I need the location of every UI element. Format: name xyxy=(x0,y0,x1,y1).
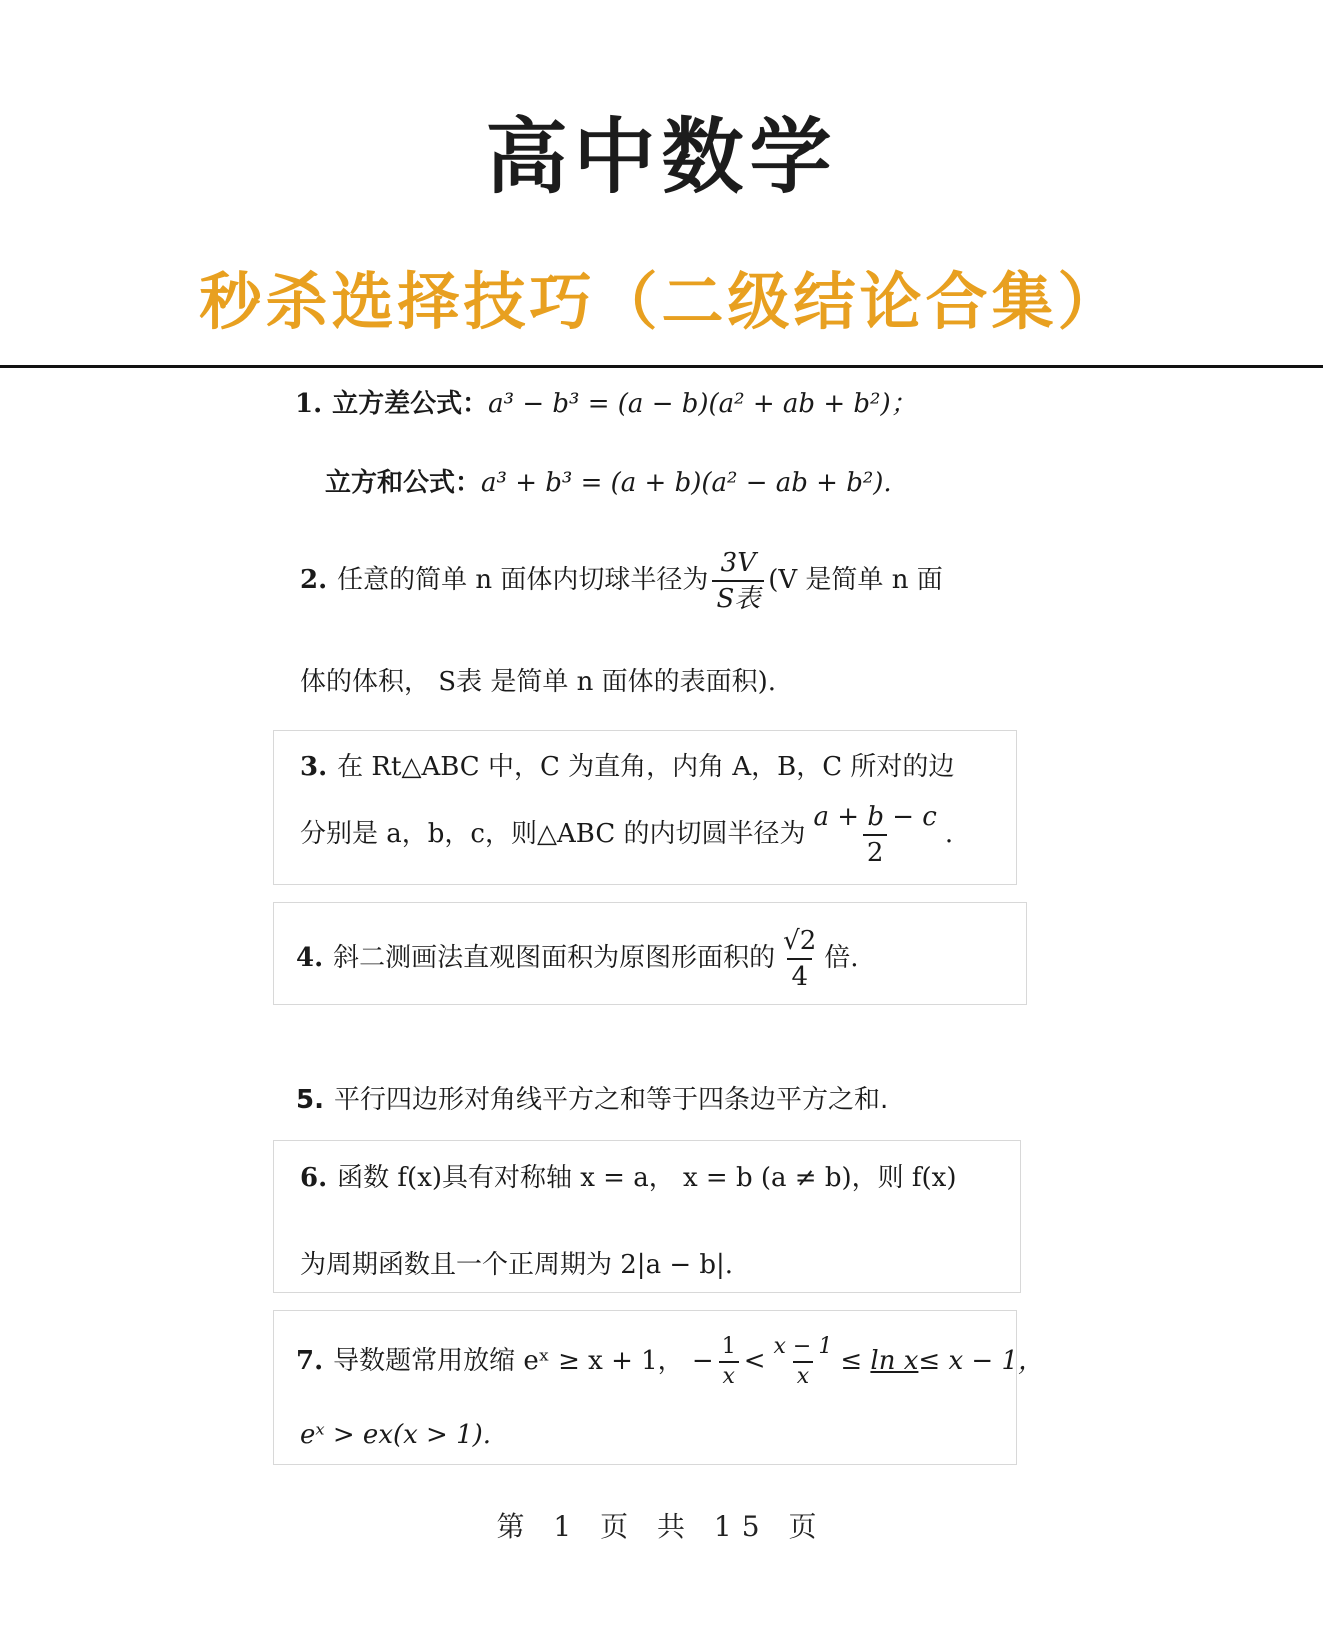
item-7-frac-1-top: 1 xyxy=(721,1334,736,1359)
item-7-frac-2-bottom: x xyxy=(793,1361,813,1389)
item-4-frac-top: √2 xyxy=(783,926,817,956)
item-3-number: 3. xyxy=(300,752,328,782)
item-7-frac-1-bottom: x xyxy=(719,1361,739,1389)
item-2-text-1: 任意的简单 n 面体内切球半径为 xyxy=(337,565,709,595)
item-7-fraction-1 xyxy=(718,1335,740,1389)
document-subtitle: 秒杀选择技巧（二级结论合集） xyxy=(199,265,1124,338)
item-3-frac-top: a + b − c xyxy=(813,802,937,832)
item-4-number: 4. xyxy=(296,943,324,973)
item-4-frac-bottom: 4 xyxy=(787,958,812,992)
item-3-tail: . xyxy=(944,819,954,849)
item-2-fraction xyxy=(712,548,764,614)
item-2-line-2 xyxy=(300,662,776,702)
item-7-frac-2-top: x − 1 xyxy=(773,1334,833,1359)
item-4-text: 斜二测画法直观图面积为原图形面积的 xyxy=(333,943,776,973)
item-6-text-1: 函数 f(x)具有对称轴 x = a， x = b (a ≠ b)，则 f(x) xyxy=(337,1163,957,1193)
item-7-ln: ln x xyxy=(870,1346,919,1376)
item-2-frac-top: 3V xyxy=(720,548,756,578)
item-3-text-1: 在 Rt△ABC 中，C 为直角，内角 A，B，C 所对的边 xyxy=(337,752,955,782)
item-3-line-2 xyxy=(300,802,953,868)
item-3-line-1 xyxy=(300,747,954,787)
item-4-line xyxy=(296,926,859,992)
item-7-line-2 xyxy=(300,1415,491,1455)
item-3-frac-bottom: 2 xyxy=(863,834,888,868)
item-4-tail: 倍. xyxy=(824,943,859,973)
item-1-line-1 xyxy=(295,384,917,424)
item-2-line-1 xyxy=(300,548,943,614)
item-6-line-1 xyxy=(300,1158,956,1198)
item-7-fraction-2 xyxy=(770,1335,837,1389)
item-3-fraction xyxy=(810,802,941,868)
item-7-text-2: eˣ > ex(x > 1). xyxy=(300,1420,492,1450)
item-6-text-2: 为周期函数且一个正周期为 2|a − b|. xyxy=(300,1250,734,1280)
item-2-text-2: (V 是简单 n 面 xyxy=(768,565,943,595)
item-7-tail: ≤ x − 1， xyxy=(918,1346,1044,1376)
item-1-line-2 xyxy=(325,463,892,503)
item-7-number: 7. xyxy=(296,1346,324,1376)
item-3-text-2: 分别是 a，b，c，则△ABC 的内切圆半径为 xyxy=(300,819,806,849)
item-1-formula: a³ − b³ = (a − b)(a² + ab + b²)； xyxy=(488,389,917,419)
item-7-text-1: 导数题常用放缩 eˣ ≥ x + 1， xyxy=(333,1346,684,1376)
item-2-number: 2. xyxy=(300,565,328,595)
header-divider xyxy=(0,365,1323,368)
document-title: 高中数学 xyxy=(485,110,838,205)
item-1-label: 立方差公式： xyxy=(332,389,489,419)
item-2-text-3: 体的体积， S表 是简单 n 面体的表面积). xyxy=(300,667,777,697)
item-5-number: 5. xyxy=(296,1085,324,1115)
page-number: 第 1 页 共 15 页 xyxy=(496,1510,827,1543)
item-1-label-2: 立方和公式： xyxy=(325,468,482,498)
item-5-text: 平行四边形对角线平方之和等于四条边平方之和. xyxy=(333,1085,889,1115)
item-6-line-2 xyxy=(300,1245,733,1285)
item-2-frac-bottom: S表 xyxy=(712,580,764,614)
item-1-number: 1. xyxy=(295,389,323,419)
item-1-formula-2: a³ + b³ = (a + b)(a² − ab + b²). xyxy=(481,468,892,498)
item-5-line xyxy=(296,1080,888,1120)
item-4-fraction xyxy=(779,926,820,992)
item-6-number: 6. xyxy=(300,1163,328,1193)
item-7-line-1: 7. 导数题常用放缩 eˣ ≥ x + 1， − $\frac{1}{x}$ < $\frac{x - 1}{x}$ ≤ ln x≤ x − 1， xyxy=(296,1334,1044,1389)
